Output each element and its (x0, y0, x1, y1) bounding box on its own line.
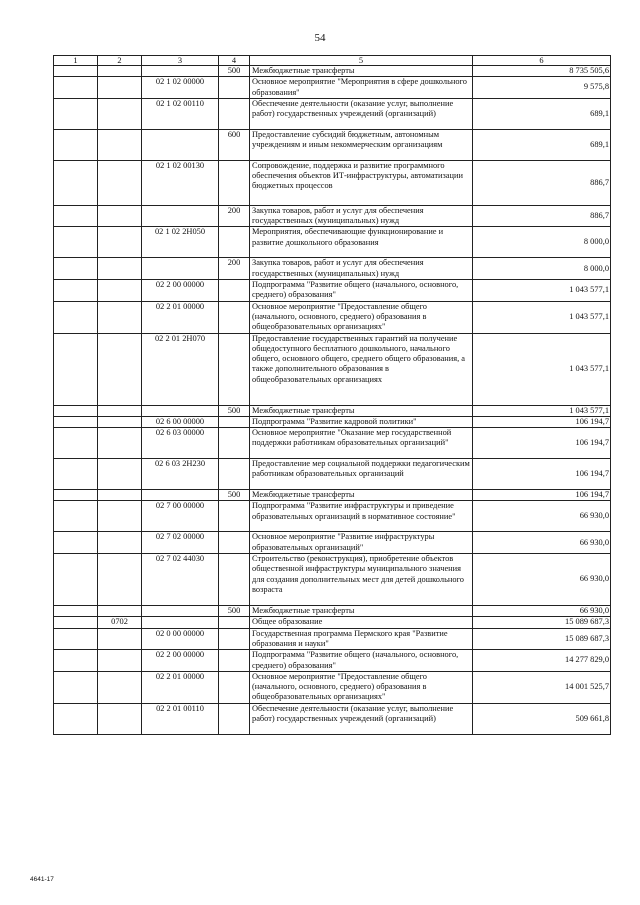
page-number: 54 (314, 32, 326, 44)
target-article-cell (142, 129, 219, 160)
item-name-cell: Предоставление государственных гарантий на получение общедоступного бесплатного дошкольного, начального общего, основного общего, среднего общего образования, а также дополнительного образования в общеобразовательных организациях (250, 333, 473, 405)
table-row (54, 554, 611, 606)
expense-type-cell: 500 (219, 490, 250, 501)
header-cell: 6 (473, 56, 611, 66)
table-row (54, 280, 611, 302)
col-1-cell (54, 703, 98, 734)
amount-cell: 1 043 577,1 (473, 280, 611, 302)
section-code-cell (98, 703, 142, 734)
section-code-cell (98, 650, 142, 672)
col-1-cell (54, 66, 98, 77)
section-code-cell (98, 77, 142, 99)
expense-type-cell: 200 (219, 258, 250, 280)
expense-type-cell (219, 416, 250, 427)
target-article-cell: 02 6 03 2Н230 (142, 459, 219, 490)
expense-type-cell (219, 554, 250, 606)
table-row (54, 205, 611, 227)
expense-type-cell (219, 77, 250, 99)
amount-cell: 886,7 (473, 160, 611, 205)
header-row (54, 56, 611, 66)
footer-code: 4641-17 (30, 876, 54, 883)
expense-type-cell (219, 703, 250, 734)
item-name-cell: Основное мероприятие "Оказание мер государственной поддержки работникам образовательных организаций" (250, 428, 473, 459)
amount-cell: 106 194,7 (473, 459, 611, 490)
section-code-cell (98, 405, 142, 416)
section-code-cell (98, 606, 142, 617)
budget-table (53, 55, 611, 735)
target-article-cell: 02 7 02 00000 (142, 532, 219, 554)
item-name-cell: Основное мероприятие "Предоставление общего (начального, основного, среднего) образования в общеобразовательных организациях" (250, 301, 473, 333)
table-row (54, 416, 611, 427)
section-code-cell (98, 205, 142, 227)
section-code-cell (98, 628, 142, 650)
col-1-cell (54, 77, 98, 99)
item-name-cell: Обеспечение деятельности (оказание услуг, выполнение работ) государственных учреждений (организаций) (250, 703, 473, 734)
section-code-cell (98, 532, 142, 554)
col-1-cell (54, 459, 98, 490)
expense-type-cell (219, 98, 250, 129)
table-row (54, 227, 611, 258)
section-code-cell (98, 227, 142, 258)
col-1-cell (54, 554, 98, 606)
section-code-cell (98, 160, 142, 205)
target-article-cell: 02 1 02 00130 (142, 160, 219, 205)
section-code-cell (98, 554, 142, 606)
amount-cell: 8 000,0 (473, 227, 611, 258)
target-article-cell: 02 2 01 00000 (142, 671, 219, 703)
amount-cell: 15 089 687,3 (473, 628, 611, 650)
expense-type-cell (219, 650, 250, 672)
section-code-cell: 0702 (98, 617, 142, 628)
expense-type-cell (219, 160, 250, 205)
item-name-cell: Основное мероприятие "Развитие инфраструктуры образовательных организаций" (250, 532, 473, 554)
target-article-cell: 02 6 00 00000 (142, 416, 219, 427)
amount-cell: 1 043 577,1 (473, 333, 611, 405)
table-row (54, 628, 611, 650)
amount-cell: 106 194,7 (473, 416, 611, 427)
amount-cell: 14 001 525,7 (473, 671, 611, 703)
table-row (54, 258, 611, 280)
table-row (54, 405, 611, 416)
section-code-cell (98, 671, 142, 703)
section-code-cell (98, 490, 142, 501)
header-cell: 4 (219, 56, 250, 66)
target-article-cell (142, 258, 219, 280)
target-article-cell: 02 1 02 00000 (142, 77, 219, 99)
item-name-cell: Закупка товаров, работ и услуг для обеспечения государственных (муниципальных) нужд (250, 205, 473, 227)
table-row (54, 671, 611, 703)
item-name-cell: Предоставление субсидий бюджетным, автономным учреждениям и иным некоммерческим организациям (250, 129, 473, 160)
table-row (54, 606, 611, 617)
amount-cell: 106 194,7 (473, 490, 611, 501)
table-row (54, 650, 611, 672)
expense-type-cell (219, 301, 250, 333)
col-1-cell (54, 501, 98, 532)
col-1-cell (54, 160, 98, 205)
col-1-cell (54, 227, 98, 258)
item-name-cell: Государственная программа Пермского края "Развитие образования и науки" (250, 628, 473, 650)
section-code-cell (98, 301, 142, 333)
amount-cell: 9 575,8 (473, 77, 611, 99)
table-row (54, 66, 611, 77)
item-name-cell: Межбюджетные трансферты (250, 490, 473, 501)
expense-type-cell: 600 (219, 129, 250, 160)
target-article-cell (142, 490, 219, 501)
target-article-cell: 02 6 03 00000 (142, 428, 219, 459)
col-1-cell (54, 405, 98, 416)
item-name-cell: Основное мероприятие "Мероприятия в сфере дошкольного образования" (250, 77, 473, 99)
amount-cell: 14 277 829,0 (473, 650, 611, 672)
table-row (54, 129, 611, 160)
expense-type-cell: 200 (219, 205, 250, 227)
expense-type-cell (219, 617, 250, 628)
expense-type-cell (219, 501, 250, 532)
amount-cell: 106 194,7 (473, 428, 611, 459)
table-row (54, 532, 611, 554)
section-code-cell (98, 258, 142, 280)
item-name-cell: Строительство (реконструкция), приобретение объектов общественной инфраструктуры муниципального значения для создания дополнительных мест для детей дошкольного возраста (250, 554, 473, 606)
item-name-cell: Предоставление мер социальной поддержки педагогическим работникам образовательных организаций (250, 459, 473, 490)
amount-cell: 886,7 (473, 205, 611, 227)
col-1-cell (54, 258, 98, 280)
expense-type-cell: 500 (219, 66, 250, 77)
target-article-cell (142, 66, 219, 77)
target-article-cell: 02 2 00 00000 (142, 280, 219, 302)
item-name-cell: Сопровождение, поддержка и развитие программного обеспечения объектов ИТ-инфраструктуры, автоматизации бюджетных процессов (250, 160, 473, 205)
target-article-cell: 02 2 01 2Н070 (142, 333, 219, 405)
table-row (54, 490, 611, 501)
item-name-cell: Мероприятия, обеспечивающие функционирование и развитие дошкольного образования (250, 227, 473, 258)
item-name-cell: Подпрограмма "Развитие инфраструктуры и приведение образовательных организаций в нормативное состояние" (250, 501, 473, 532)
section-code-cell (98, 98, 142, 129)
item-name-cell: Подпрограмма "Развитие кадровой политики" (250, 416, 473, 427)
table-row (54, 301, 611, 333)
amount-cell: 15 089 687,3 (473, 617, 611, 628)
col-1-cell (54, 428, 98, 459)
item-name-cell: Межбюджетные трансферты (250, 606, 473, 617)
target-article-cell: 02 7 02 44030 (142, 554, 219, 606)
table-row (54, 98, 611, 129)
item-name-cell: Обеспечение деятельности (оказание услуг, выполнение работ) государственных учреждений (организаций) (250, 98, 473, 129)
table-row (54, 333, 611, 405)
section-code-cell (98, 428, 142, 459)
expense-type-cell (219, 671, 250, 703)
amount-cell: 1 043 577,1 (473, 301, 611, 333)
table-row (54, 428, 611, 459)
section-code-cell (98, 459, 142, 490)
header-cell: 5 (250, 56, 473, 66)
col-1-cell (54, 671, 98, 703)
expense-type-cell (219, 280, 250, 302)
item-name-cell: Межбюджетные трансферты (250, 66, 473, 77)
target-article-cell: 02 0 00 00000 (142, 628, 219, 650)
section-code-cell (98, 280, 142, 302)
item-name-cell: Подпрограмма "Развитие общего (начального, основного, среднего) образования" (250, 280, 473, 302)
col-1-cell (54, 280, 98, 302)
amount-cell: 66 930,0 (473, 606, 611, 617)
target-article-cell (142, 405, 219, 416)
target-article-cell: 02 1 02 00110 (142, 98, 219, 129)
col-1-cell (54, 532, 98, 554)
expense-type-cell (219, 227, 250, 258)
section-code-cell (98, 129, 142, 160)
item-name-cell: Основное мероприятие "Предоставление общего (начального, основного, среднего) образования в общеобразовательных организациях" (250, 671, 473, 703)
target-article-cell: 02 7 00 00000 (142, 501, 219, 532)
col-1-cell (54, 628, 98, 650)
section-code-cell (98, 66, 142, 77)
target-article-cell: 02 1 02 2Н050 (142, 227, 219, 258)
target-article-cell: 02 2 01 00000 (142, 301, 219, 333)
amount-cell: 66 930,0 (473, 532, 611, 554)
amount-cell: 8 735 505,6 (473, 66, 611, 77)
col-1-cell (54, 333, 98, 405)
expense-type-cell: 500 (219, 405, 250, 416)
header-cell: 3 (142, 56, 219, 66)
col-1-cell (54, 606, 98, 617)
col-1-cell (54, 98, 98, 129)
table-row (54, 160, 611, 205)
col-1-cell (54, 416, 98, 427)
target-article-cell (142, 205, 219, 227)
expense-type-cell (219, 532, 250, 554)
col-1-cell (54, 617, 98, 628)
col-1-cell (54, 650, 98, 672)
table-row (54, 459, 611, 490)
target-article-cell (142, 617, 219, 628)
table-row (54, 501, 611, 532)
table-row (54, 703, 611, 734)
table-row (54, 77, 611, 99)
expense-type-cell (219, 459, 250, 490)
amount-cell: 8 000,0 (473, 258, 611, 280)
amount-cell: 66 930,0 (473, 554, 611, 606)
target-article-cell: 02 2 00 00000 (142, 650, 219, 672)
section-code-cell (98, 333, 142, 405)
amount-cell: 689,1 (473, 129, 611, 160)
item-name-cell: Закупка товаров, работ и услуг для обеспечения государственных (муниципальных) нужд (250, 258, 473, 280)
section-code-cell (98, 416, 142, 427)
item-name-cell: Межбюджетные трансферты (250, 405, 473, 416)
expense-type-cell (219, 333, 250, 405)
table-body (54, 66, 611, 735)
amount-cell: 689,1 (473, 98, 611, 129)
expense-type-cell (219, 428, 250, 459)
item-name-cell: Общее образование (250, 617, 473, 628)
col-1-cell (54, 490, 98, 501)
table-row (54, 617, 611, 628)
header-cell: 1 (54, 56, 98, 66)
amount-cell: 509 661,8 (473, 703, 611, 734)
item-name-cell: Подпрограмма "Развитие общего (начального, основного, среднего) образования" (250, 650, 473, 672)
col-1-cell (54, 205, 98, 227)
target-article-cell: 02 2 01 00110 (142, 703, 219, 734)
col-1-cell (54, 301, 98, 333)
section-code-cell (98, 501, 142, 532)
col-1-cell (54, 129, 98, 160)
header-cell: 2 (98, 56, 142, 66)
expense-type-cell: 500 (219, 606, 250, 617)
expense-type-cell (219, 628, 250, 650)
amount-cell: 66 930,0 (473, 501, 611, 532)
amount-cell: 1 043 577,1 (473, 405, 611, 416)
target-article-cell (142, 606, 219, 617)
